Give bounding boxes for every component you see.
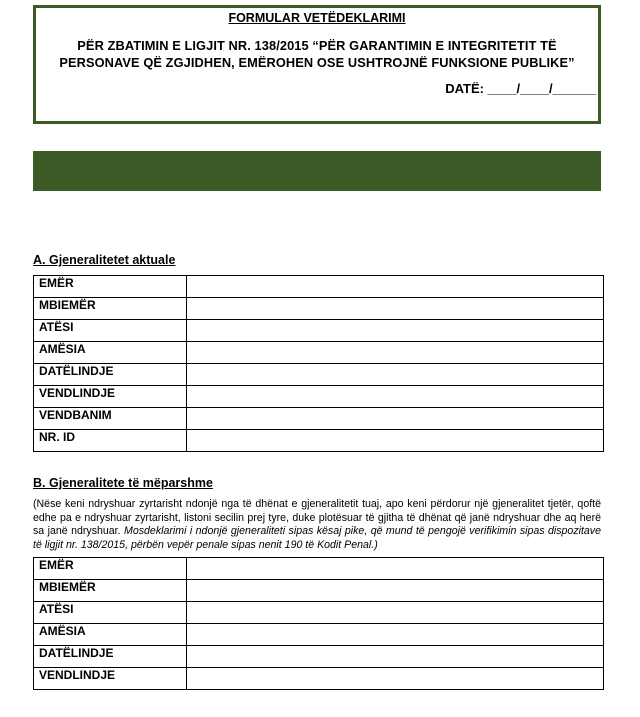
row-label: EMËR [34, 558, 187, 580]
table-row [34, 276, 604, 298]
row-value-field[interactable] [187, 646, 604, 668]
table-row [34, 646, 604, 668]
law-title-line-1: PËR ZBATIMIN E LIGJIT NR. 138/2015 “PËR GARANTIMIN E INTEGRITETIT TË [77, 38, 557, 53]
row-value-field[interactable] [187, 276, 604, 298]
current-identity-table [33, 275, 604, 452]
row-label: NR. ID [34, 430, 187, 452]
row-value-field[interactable] [187, 408, 604, 430]
note-warning-text: Mosdeklarimi i ndonjë gjeneraliteti sipas kësaj pike, që mund të pengojë verifikimin sipas dispozitave të ligjit nr. 138/2015, përbën vepër penale sipas nenit 190 të Kodit Penal.) [33, 525, 601, 551]
row-label: VENDLINDJE [34, 386, 187, 408]
table-row [34, 342, 604, 364]
date-field[interactable]: DATË: ____/____/______ [445, 81, 596, 96]
row-label: AMËSIA [34, 342, 187, 364]
section-b-note [33, 498, 601, 552]
table-row [34, 580, 604, 602]
row-value-field[interactable] [187, 624, 604, 646]
note-text: (Nëse keni ndryshuar zyrtarisht ndonjë nga të dhënat e gjeneralitetit tuaj, apo keni përdorur një gjeneralitet tjetër, qoftë edhe pa e ndryshuar zyrtarisht, listoni secilin prej tyre, duke plotësuar të gjitha të dhënat që janë ndryshuar dhe aq herë sa janë ndryshuar. [33, 498, 601, 537]
row-label: EMËR [34, 276, 187, 298]
table-row [34, 298, 604, 320]
row-label: VENDBANIM [34, 408, 187, 430]
row-value-field[interactable] [187, 558, 604, 580]
law-title-line-2: PERSONAVE QË ZGJIDHEN, EMËROHEN OSE USHTROJNË FUNKSIONE PUBLIKE” [59, 55, 575, 70]
row-value-field[interactable] [187, 320, 604, 342]
row-label: MBIEMËR [34, 580, 187, 602]
table-row [34, 668, 604, 690]
table-row [34, 408, 604, 430]
section-a-title: A. Gjeneralitetet aktuale [33, 253, 176, 267]
row-label: DATËLINDJE [34, 364, 187, 386]
table-row [34, 624, 604, 646]
table-row [34, 602, 604, 624]
table-row [34, 558, 604, 580]
table-row [34, 430, 604, 452]
form-header-box [33, 5, 601, 124]
row-label: DATËLINDJE [34, 646, 187, 668]
previous-identity-table [33, 557, 604, 690]
table-row [34, 364, 604, 386]
row-value-field[interactable] [187, 602, 604, 624]
section-b-title: B. Gjeneralitete të mëparshme [33, 476, 213, 490]
row-value-field[interactable] [187, 580, 604, 602]
row-value-field[interactable] [187, 668, 604, 690]
row-value-field[interactable] [187, 386, 604, 408]
row-label: MBIEMËR [34, 298, 187, 320]
table-row [34, 386, 604, 408]
row-value-field[interactable] [187, 342, 604, 364]
row-label: ATËSI [34, 602, 187, 624]
row-label: ATËSI [34, 320, 187, 342]
row-label: VENDLINDJE [34, 668, 187, 690]
row-value-field[interactable] [187, 430, 604, 452]
row-value-field[interactable] [187, 298, 604, 320]
form-title: FORMULAR VETËDEKLARIMI [228, 11, 406, 25]
row-value-field[interactable] [187, 364, 604, 386]
table-row [34, 320, 604, 342]
row-label: AMËSIA [34, 624, 187, 646]
section-divider-bar [33, 151, 601, 191]
